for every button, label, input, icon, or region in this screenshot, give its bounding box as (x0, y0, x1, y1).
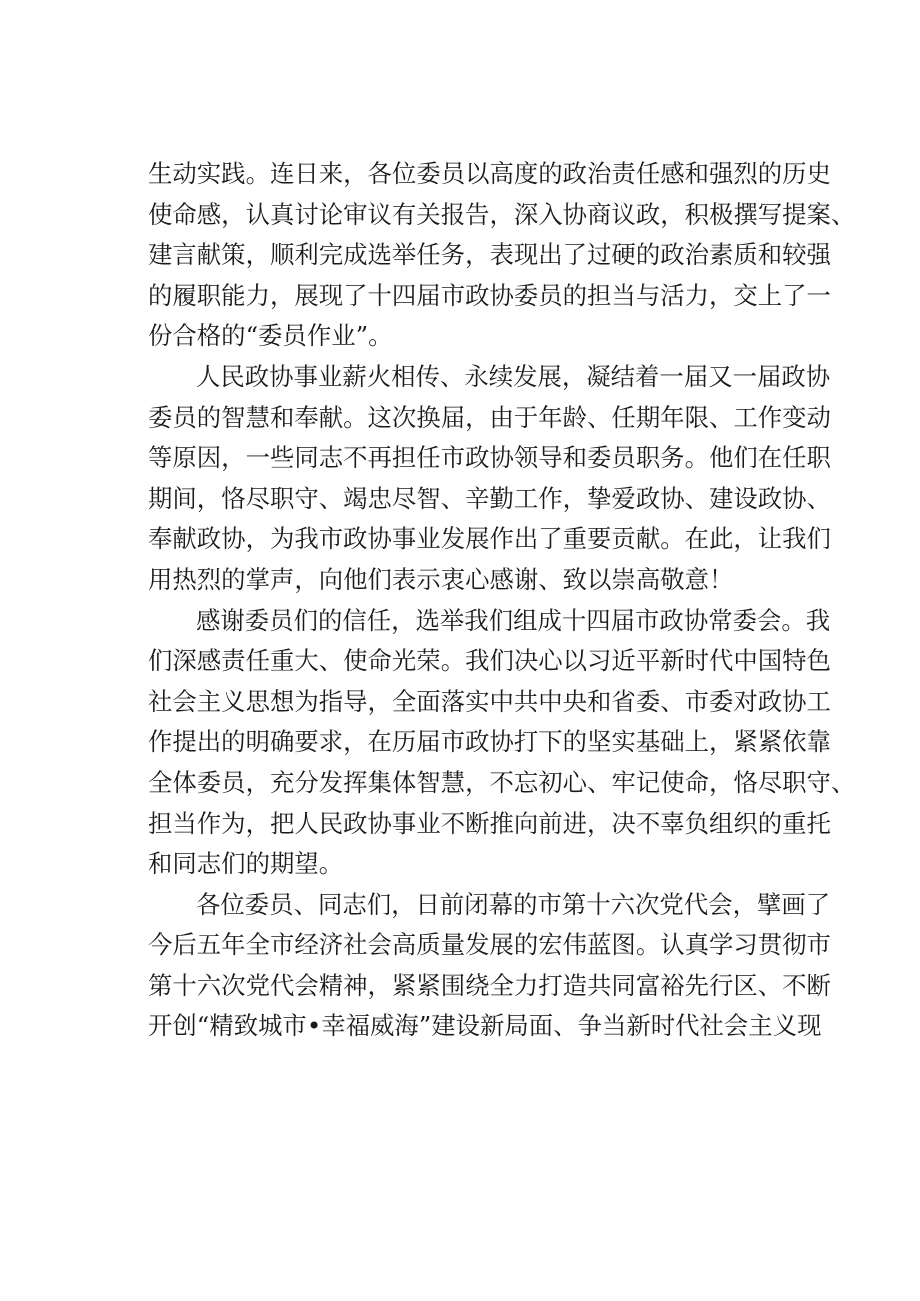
paragraph-2-line-2: 委员的智慧和奉献。这次换届，由于年龄、任期年限、工作变动 (148, 402, 831, 432)
paragraph-1-line-4: 的履职能力，展现了十四届市政协委员的担当与活力，交上了一 (148, 280, 831, 310)
paragraph-3-line-6: 担当作为，把人民政协事业不断推向前进，决不辜负组织的重托 (148, 808, 831, 838)
paragraph-3-line-3: 社会主义思想为指导，全面落实中共中央和省委、市委对政协工 (148, 686, 831, 716)
paragraph-4-line-2: 今后五年全市经济社会高质量发展的宏伟蓝图。认真学习贯彻市 (148, 930, 831, 960)
paragraph-3-line-1: 感谢委员们的信任，选举我们组成十四届市政协常委会。我 (196, 605, 831, 635)
paragraph-2-line-4: 期间，恪尽职守、竭忠尽智、辛勤工作，挚爱政协、建设政协、 (148, 483, 831, 513)
paragraph-2-line-3: 等原因，一些同志不再担任市政协领导和委员职务。他们在任职 (148, 443, 831, 473)
paragraph-1-line-3: 建言献策，顺利完成选举任务，表现出了过硬的政治素质和较强 (148, 240, 831, 270)
paragraph-1-line-2: 使命感，认真讨论审议有关报告，深入协商议政，积极撰写提案、 (148, 199, 856, 229)
paragraph-3-line-2: 们深感责任重大、使命光荣。我们决心以习近平新时代中国特色 (148, 646, 831, 676)
paragraph-2-line-1: 人民政协事业薪火相传、永续发展，凝结着一届又一届政协 (196, 361, 831, 391)
paragraph-4-line-1: 各位委员、同志们，日前闭幕的市第十六次党代会，擘画了 (196, 889, 831, 919)
paragraph-1-line-1: 生动实践。连日来，各位委员以高度的政治责任感和强烈的历史 (148, 159, 831, 188)
paragraph-4-line-4: 开创“精致城市•幸福威海”建设新局面、争当新时代社会主义现 (148, 1011, 822, 1041)
paragraph-4-line-3: 第十六次党代会精神，紧紧围绕全力打造共同富裕先行区、不断 (148, 970, 831, 1000)
paragraph-3-line-7: 和同志们的期望。 (148, 849, 344, 879)
document-body (148, 154, 856, 1047)
paragraph-3-line-4: 作提出的明确要求，在历届市政协打下的坚实基础上，紧紧依靠 (148, 727, 831, 757)
paragraph-2-line-5: 奉献政协，为我市政协事业发展作出了重要贡献。在此，让我们 (148, 524, 831, 554)
paragraph-2-line-6: 用热烈的掌声，向他们表示衷心感谢、致以崇高敬意！ (148, 564, 734, 594)
paragraph-1-line-5: 份合格的“委员作业”。 (148, 321, 393, 351)
paragraph-3-line-5: 全体委员，充分发挥集体智慧，不忘初心、牢记使命，恪尽职守、 (148, 767, 856, 797)
